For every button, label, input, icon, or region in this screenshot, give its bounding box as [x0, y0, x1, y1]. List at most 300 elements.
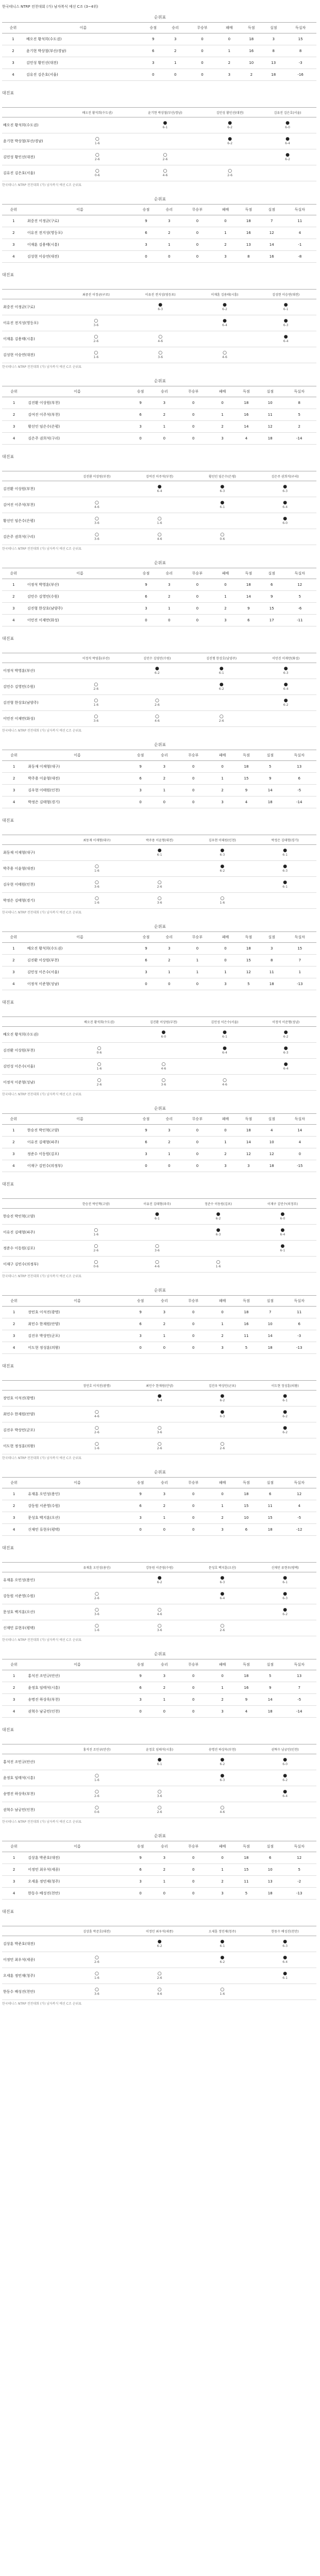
- standings-table: [2, 204, 316, 263]
- match-score: 4-6: [155, 1265, 160, 1268]
- matrix-column-player: 홍석진 조민규(안산): [65, 1744, 128, 1754]
- table-cell: 12: [282, 1852, 316, 1864]
- match-score: 6-2: [282, 1415, 288, 1418]
- table-cell: 김상훈 박준호(대전): [26, 1852, 128, 1864]
- win-dot-icon: ●: [223, 302, 227, 308]
- table-cell: 3: [2, 1148, 25, 1160]
- matrix-cell: [65, 165, 129, 181]
- matrix-cell: [128, 513, 191, 529]
- win-dot-icon: ●: [157, 484, 162, 489]
- loss-dot-icon: ○: [94, 698, 98, 703]
- matrix-row: [2, 1604, 316, 1620]
- table-row: [2, 978, 316, 990]
- table-cell: 한동수 배성진(천안): [26, 1888, 128, 1900]
- table-cell: 10: [258, 1318, 282, 1330]
- matrix-row-player: 이정석 박영훈(부산): [2, 663, 65, 679]
- table-row: [2, 69, 316, 81]
- win-dot-icon: ●: [220, 1757, 225, 1762]
- column-header: 승리: [153, 1659, 176, 1670]
- matrix-cell: [128, 1968, 191, 1984]
- table-cell: 9: [134, 579, 158, 591]
- table-cell: 1: [2, 1852, 26, 1864]
- table-cell: 윤정호 임태석(시흥): [26, 1682, 128, 1694]
- group: [0, 737, 320, 919]
- table-cell: 6: [128, 773, 152, 785]
- match-score: 2-6: [94, 1431, 99, 1434]
- match-score: 0-6: [94, 1810, 99, 1814]
- footnote: 한국테니스 NTRP 전천대회 (가) 남자복식 예선 C조 순위표: [2, 2002, 82, 2006]
- table-cell: 16: [234, 1318, 258, 1330]
- table-cell: 6: [128, 1500, 152, 1512]
- loss-dot-icon: ○: [94, 714, 98, 719]
- table-cell: 최동재 이재형(대구): [26, 761, 128, 773]
- matrix-column-player: 김유진 김은호(서울): [259, 108, 316, 117]
- matrix-cell: [65, 1754, 128, 1770]
- win-dot-icon: ●: [216, 1212, 221, 1217]
- table-row: [2, 1488, 316, 1500]
- loss-dot-icon: ○: [97, 1062, 102, 1067]
- win-dot-icon: ●: [155, 1212, 159, 1217]
- column-header: 무승부: [176, 1478, 210, 1488]
- table-cell: 1: [2, 761, 26, 773]
- table-cell: 0: [181, 1160, 214, 1172]
- matrix-cell: [128, 1952, 191, 1968]
- table-cell: -14: [282, 1706, 316, 1718]
- win-dot-icon: ●: [280, 1228, 285, 1233]
- column-header: 실점: [258, 750, 282, 761]
- table-cell: 0: [181, 615, 214, 626]
- loss-dot-icon: ○: [94, 1260, 98, 1265]
- table-cell: 11: [282, 1307, 316, 1318]
- matrix-row: [2, 845, 316, 861]
- match-score: 6-1: [157, 1762, 162, 1766]
- loss-dot-icon: ○: [223, 1078, 227, 1083]
- matrix-cell: [259, 165, 316, 181]
- table-cell: 11: [258, 409, 282, 421]
- win-dot-icon: ●: [228, 121, 232, 126]
- table-cell: 0: [181, 1148, 214, 1160]
- win-dot-icon: ●: [223, 1030, 227, 1035]
- matrix-header-row: [2, 471, 316, 481]
- matrix-cell: [127, 663, 188, 679]
- match-score: 2-6: [157, 885, 162, 889]
- table-cell: 2: [214, 603, 237, 615]
- match-matrix: [2, 1926, 316, 2000]
- loss-dot-icon: ○: [220, 532, 225, 537]
- matrix-cell: [65, 1572, 128, 1588]
- matrix-cell: [65, 1588, 128, 1604]
- table-row: [2, 773, 316, 785]
- loss-dot-icon: ○: [94, 1607, 99, 1613]
- matrix-cell: [194, 315, 256, 331]
- match-matrix: [2, 1198, 316, 1273]
- table-cell: 4: [2, 69, 24, 81]
- match-matrix: [2, 1744, 316, 1818]
- matrix-cell: [255, 1059, 316, 1075]
- matrix-corner: [2, 290, 65, 299]
- loss-dot-icon: ○: [94, 682, 98, 687]
- table-cell: 2: [240, 69, 262, 81]
- table-cell: 0: [176, 1682, 210, 1694]
- matrix-cell: [194, 1027, 256, 1043]
- match-score: 6-4: [282, 1794, 288, 1798]
- column-header: 실점: [260, 205, 283, 215]
- column-header: 순위: [2, 386, 26, 397]
- column-header: 승점: [134, 1114, 158, 1125]
- matrix-cell: [65, 529, 128, 545]
- matrix-cell: [65, 663, 127, 679]
- column-header: 패배: [211, 750, 234, 761]
- loss-dot-icon: ○: [94, 516, 99, 521]
- matrix-cell: [65, 711, 127, 727]
- table-row: [2, 967, 316, 978]
- table-cell: 11: [234, 1330, 258, 1342]
- matrix-row-player: 김은주 권희석(구리): [2, 529, 65, 545]
- table-row: [2, 1512, 316, 1524]
- win-dot-icon: ●: [220, 1575, 225, 1581]
- table-cell: 0: [176, 1318, 210, 1330]
- matrix-cell: [255, 1027, 316, 1043]
- table-row: [2, 761, 316, 773]
- column-header: 실점: [258, 1478, 282, 1488]
- matrix-row: [2, 1027, 316, 1043]
- match-score: 4-6: [162, 174, 168, 177]
- match-score: 4-6: [222, 1083, 227, 1087]
- column-header: 순위: [2, 568, 25, 579]
- match-score: 3-6: [94, 537, 99, 541]
- column-header: 승점: [128, 1478, 152, 1488]
- match-score: 6-3: [283, 671, 289, 675]
- table-cell: 3: [2, 603, 25, 615]
- matrix-row: [2, 1225, 316, 1241]
- loss-dot-icon: ○: [228, 168, 232, 174]
- section-title: 순위표: [154, 1652, 166, 1656]
- loss-dot-icon: ○: [157, 1987, 162, 1992]
- table-cell: 송명진 하상욱(부천): [26, 1694, 128, 1706]
- table-cell: 윤기현 박상철(부산/경남): [24, 45, 142, 57]
- table-cell: 18: [262, 69, 284, 81]
- table-cell: 1: [158, 603, 181, 615]
- matrix-row: [2, 1422, 316, 1438]
- table-cell: 2: [2, 591, 25, 603]
- table-cell: 0: [134, 978, 158, 990]
- matrix-column-player: 이정석 이준형(성남): [255, 1017, 316, 1027]
- matrix-cell: [129, 133, 201, 149]
- table-cell: 0: [153, 1888, 176, 1900]
- table-cell: 오세훈 정민재(청주): [26, 1876, 128, 1888]
- column-header: 실점: [258, 1659, 282, 1670]
- table-cell: 0: [176, 1500, 210, 1512]
- match-score: 4-6: [161, 1067, 166, 1071]
- matrix-cell: [65, 133, 129, 149]
- table-cell: 18: [234, 1307, 258, 1318]
- matrix-column-player: 강동원 서준영(수원): [128, 1563, 191, 1572]
- table-cell: 1: [2, 1488, 26, 1500]
- matrix-row-player: 정준수 이동원(김포): [2, 1241, 65, 1257]
- matrix-cell: [128, 1572, 191, 1588]
- match-matrix: [2, 835, 316, 909]
- table-row: [2, 1342, 316, 1354]
- table-cell: 3: [218, 69, 240, 81]
- table-cell: 1: [158, 1148, 181, 1160]
- matrix-corner: [2, 1199, 65, 1209]
- column-header: 이름: [25, 1114, 134, 1125]
- table-cell: 9: [128, 1852, 152, 1864]
- table-cell: 12: [258, 421, 282, 433]
- column-header: 패배: [214, 932, 237, 943]
- table-cell: 0: [176, 1524, 210, 1536]
- match-score: 0-6: [220, 537, 225, 541]
- match-score: 2-6: [94, 158, 100, 161]
- column-header: 패배: [214, 1114, 237, 1125]
- table-cell: 6: [134, 1137, 158, 1148]
- matrix-row-player: 김유진 김은호(서울): [2, 165, 65, 181]
- section-title: 순위표: [154, 1834, 166, 1838]
- column-header: 패배: [211, 1478, 234, 1488]
- matrix-corner: [2, 653, 65, 663]
- table-cell: 0: [176, 1342, 210, 1354]
- matrix-row-player: 이유진 김태형(파주): [2, 1225, 65, 1241]
- table-cell: 0: [142, 69, 164, 81]
- table-cell: 1: [153, 1330, 176, 1342]
- column-header: 패배: [211, 1841, 234, 1852]
- match-score: 3-6: [155, 1249, 160, 1252]
- match-score: 1-6: [93, 355, 99, 359]
- table-row: [2, 603, 316, 615]
- table-cell: 16: [237, 227, 260, 239]
- win-dot-icon: ●: [285, 152, 290, 158]
- table-cell: 5: [258, 761, 282, 773]
- win-dot-icon: ●: [283, 682, 288, 687]
- table-cell: 1: [2, 397, 26, 409]
- table-cell: 9: [128, 1488, 152, 1500]
- loss-dot-icon: ○: [220, 1805, 225, 1810]
- match-score: 6-2: [285, 158, 290, 161]
- column-header: 순위: [2, 932, 25, 943]
- table-cell: 4: [2, 615, 25, 626]
- matrix-cell: [188, 1241, 249, 1257]
- matrix-cell: [188, 679, 255, 695]
- matrix-cell: [255, 347, 316, 363]
- standings-table: [2, 1113, 316, 1172]
- table-cell: 1: [181, 967, 214, 978]
- table-cell: 8: [284, 45, 316, 57]
- table-cell: 0: [211, 1670, 234, 1682]
- matrix-row: [2, 1075, 316, 1091]
- matrix-cell: [128, 1588, 191, 1604]
- footnote: 한국테니스 NTRP 전천대회 (가) 남자복식 예선 C조 순위표: [2, 1820, 82, 1824]
- table-cell: 18: [234, 1852, 258, 1864]
- matrix-header-row: [2, 108, 316, 117]
- table-cell: 2: [158, 227, 181, 239]
- match-score: 6-1: [220, 505, 225, 509]
- matrix-cell: [254, 1952, 316, 1968]
- loss-dot-icon: ○: [95, 152, 99, 158]
- match-score: 2-6: [227, 174, 233, 177]
- matrix-column-player: 김민성 이은수(서울): [194, 1017, 256, 1027]
- table-cell: 11: [283, 215, 316, 227]
- match-score: 6-1: [282, 885, 288, 889]
- column-header: 득점: [237, 568, 260, 579]
- table-cell: 2: [153, 1682, 176, 1694]
- match-score: 6-2: [218, 687, 224, 691]
- match-score: 1-6: [94, 1976, 99, 1980]
- table-cell: 2: [211, 1512, 234, 1524]
- table-cell: 0: [176, 1670, 210, 1682]
- table-cell: 13: [282, 761, 316, 773]
- table-cell: 5: [282, 1864, 316, 1876]
- match-score: 6-3: [282, 1944, 288, 1948]
- column-header: 득실차: [282, 1478, 316, 1488]
- matrix-row: [2, 1391, 316, 1406]
- win-dot-icon: ●: [283, 1773, 288, 1778]
- match-score: 6-2: [282, 1778, 288, 1782]
- matrix-label: 대진표: [2, 1182, 14, 1187]
- standings-table: [2, 386, 316, 445]
- matrix-cell: [65, 1391, 128, 1406]
- match-score: 4-6: [94, 505, 99, 509]
- column-header: 이름: [25, 205, 134, 215]
- match-score: 0-6: [93, 1265, 99, 1268]
- match-score: 6-4: [157, 1399, 162, 1402]
- column-header: 순위: [2, 1841, 26, 1852]
- table-cell: 9: [237, 603, 260, 615]
- match-score: 6-3: [220, 853, 225, 857]
- table-cell: 김성현 이승연(대전): [25, 251, 134, 263]
- table-cell: -5: [282, 785, 316, 796]
- table-cell: 3: [2, 57, 24, 69]
- match-score: 1-6: [94, 901, 99, 905]
- group: [0, 919, 320, 1100]
- table-cell: 16: [260, 251, 283, 263]
- loss-dot-icon: ○: [97, 1078, 102, 1083]
- table-cell: 이유진 김태형(파주): [25, 1137, 134, 1148]
- matrix-cell: [65, 1984, 128, 2000]
- table-cell: 한승진 박인혁(고양): [25, 1125, 134, 1137]
- table-cell: 16: [234, 1682, 258, 1694]
- matrix-row-player: 강동원 서준영(수원): [2, 1588, 65, 1604]
- matrix-row-player: 문성호 백지훈(오산): [2, 1604, 65, 1620]
- win-dot-icon: ●: [220, 848, 225, 853]
- match-score: 1-6: [93, 1233, 99, 1236]
- section-title: 순위표: [154, 742, 166, 747]
- section-title: 순위표: [154, 561, 166, 565]
- matrix-column-player: 정준수 이동원(김포): [188, 1199, 249, 1209]
- matrix-cell: [194, 331, 256, 347]
- table-cell: 15: [234, 1500, 258, 1512]
- matrix-cell: [127, 331, 194, 347]
- matrix-cell: [133, 1075, 194, 1091]
- match-score: 3-6: [93, 324, 99, 327]
- table-cell: 0: [211, 1488, 234, 1500]
- table-row: [2, 943, 316, 955]
- match-score: 2-6: [162, 158, 168, 161]
- matrix-column-player: 문성호 백지훈(오산): [191, 1563, 254, 1572]
- table-cell: 2: [158, 1137, 181, 1148]
- matrix-cell: [255, 1043, 316, 1059]
- table-cell: 1: [214, 227, 237, 239]
- column-header: 득점: [240, 23, 262, 33]
- table-cell: 3: [2, 1330, 26, 1342]
- table-cell: 3: [158, 215, 181, 227]
- match-score: 6-1: [155, 1217, 160, 1221]
- match-score: 6-4: [283, 1067, 289, 1071]
- table-cell: 이재훈 김용태(시흥): [25, 239, 134, 251]
- table-cell: 7: [282, 1682, 316, 1694]
- table-cell: 신재민 류현우(평택): [26, 1524, 128, 1536]
- table-cell: 15: [237, 955, 260, 967]
- table-cell: 0: [214, 579, 237, 591]
- matrix-corner: [2, 1381, 65, 1391]
- matrix-row: [2, 347, 316, 363]
- matrix-cell: [65, 1406, 128, 1422]
- matrix-cell: [65, 1075, 133, 1091]
- matrix-row-player: 김민성 이은수(서울): [2, 1059, 65, 1075]
- match-score: 6-3: [282, 489, 288, 493]
- table-cell: 1: [2, 33, 24, 45]
- matrix-cell: [188, 711, 255, 727]
- column-header: 패배: [211, 386, 234, 397]
- win-dot-icon: ●: [283, 1030, 288, 1035]
- matrix-cell: [255, 299, 316, 315]
- table-row: [2, 397, 316, 409]
- table-cell: 8: [237, 251, 260, 263]
- table-cell: 9: [128, 1307, 152, 1318]
- matrix-cell: [128, 1422, 191, 1438]
- column-header: 무승부: [187, 23, 218, 33]
- matrix-cell: [249, 1257, 316, 1273]
- table-cell: 0: [211, 761, 234, 773]
- table-cell: 0: [158, 251, 181, 263]
- win-dot-icon: ●: [283, 1789, 288, 1794]
- matrix-row: [2, 1802, 316, 1818]
- column-header: 승리: [153, 750, 176, 761]
- match-score: 6-0: [282, 1762, 288, 1766]
- matrix-column-player: 배오진 황석희(수도권): [65, 108, 129, 117]
- matrix-cell: [65, 117, 129, 133]
- matrix-row: [2, 1406, 316, 1422]
- column-header: 무승부: [176, 1659, 210, 1670]
- match-score: 6-1: [282, 853, 288, 857]
- matrix-header-row: [2, 1744, 316, 1754]
- table-cell: 13: [237, 239, 260, 251]
- standings-table: [2, 22, 316, 81]
- groups-container: [0, 9, 320, 2010]
- table-cell: 0: [176, 796, 210, 808]
- table-cell: 9: [142, 33, 164, 45]
- table-cell: 14: [260, 239, 283, 251]
- win-dot-icon: ●: [283, 1410, 288, 1415]
- column-header: 실점: [258, 386, 282, 397]
- column-header: 득실차: [282, 386, 316, 397]
- column-header: 이름: [26, 386, 128, 397]
- table-row: [2, 57, 316, 69]
- column-header: 패배: [214, 205, 237, 215]
- table-row: [2, 1682, 316, 1694]
- table-cell: 유재훈 오민성(용인): [26, 1488, 128, 1500]
- matrix-row: [2, 497, 316, 513]
- table-row: [2, 955, 316, 967]
- table-cell: 10: [240, 57, 262, 69]
- table-cell: 3: [142, 57, 164, 69]
- footnote: 한국테니스 NTRP 전천대회 (가) 남자복식 예선 C조 순위표: [2, 911, 82, 914]
- column-header: 승리: [153, 386, 176, 397]
- table-cell: -5: [282, 1694, 316, 1706]
- matrix-row: [2, 315, 316, 331]
- table-cell: 12: [282, 1488, 316, 1500]
- win-dot-icon: ●: [157, 1575, 162, 1581]
- table-cell: -12: [282, 1524, 316, 1536]
